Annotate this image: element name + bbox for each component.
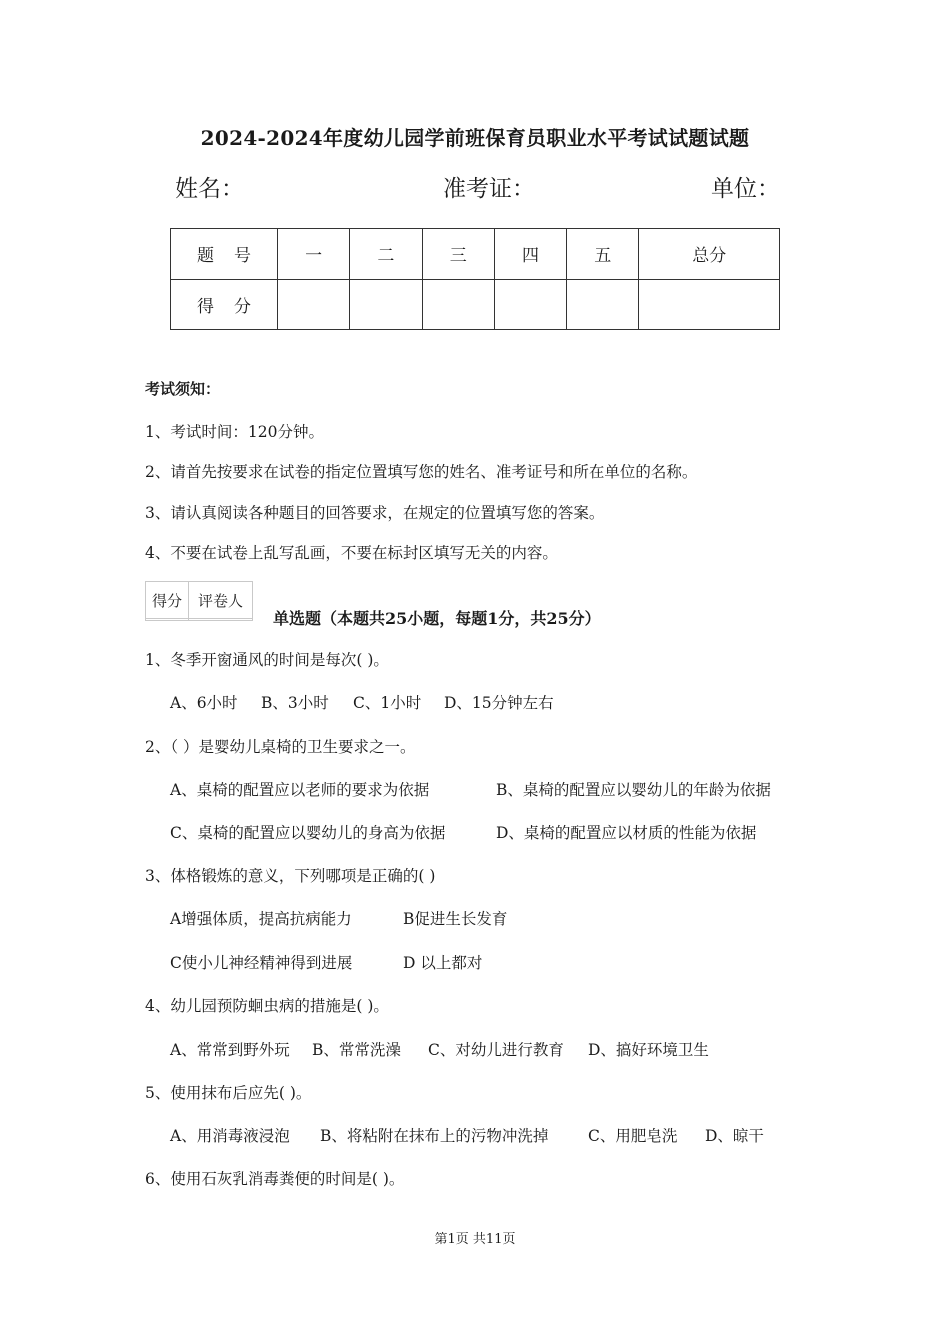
question-option: B、3小时 xyxy=(261,694,329,712)
question-option: A、用消毒液浸泡 xyxy=(170,1127,290,1145)
question-stem: 2、（ ）是婴幼儿桌椅的卫生要求之一。 xyxy=(145,738,416,756)
question-option: D、15分钟左右 xyxy=(444,694,554,712)
score-table-cell: 四 xyxy=(494,229,566,280)
question-stem: 4、幼儿园预防蛔虫病的措施是( )。 xyxy=(145,997,389,1015)
name-label: 姓名： xyxy=(175,176,244,202)
grader-score-label: 得分 xyxy=(146,582,189,619)
question-option: A、桌椅的配置应以老师的要求为依据 xyxy=(170,781,430,799)
score-table-cell: 五 xyxy=(567,229,639,280)
grader-box xyxy=(145,581,253,621)
score-table-cell: 总分 xyxy=(639,229,780,280)
question-option: A增强体质，提高抗病能力 xyxy=(170,910,352,928)
question-option: D、搞好环境卫生 xyxy=(588,1041,709,1059)
candidate-info-row xyxy=(175,170,780,202)
question-option: B促进生长发育 xyxy=(403,910,508,928)
score-input-cell[interactable] xyxy=(350,279,422,330)
exam-number-label: 准考证： xyxy=(443,176,535,202)
score-input-cell[interactable] xyxy=(422,279,494,330)
score-table-cell: 题号 xyxy=(171,229,278,280)
question-option: C、1小时 xyxy=(353,694,422,712)
question-stem: 3、体格锻炼的意义，下列哪项是正确的( ) xyxy=(145,867,436,885)
score-table-cell: 三 xyxy=(422,229,494,280)
score-table xyxy=(170,228,780,330)
question-option: D、桌椅的配置应以材质的性能为依据 xyxy=(496,824,757,842)
question-option: D 以上都对 xyxy=(403,954,483,972)
question-option: C使小儿神经精神得到进展 xyxy=(170,954,353,972)
question-option: A、6小时 xyxy=(170,694,238,712)
score-input-cell[interactable] xyxy=(278,279,350,330)
exam-title: 2024-2024年度幼儿园学前班保育员职业水平考试试题试题 xyxy=(200,126,750,150)
score-input-cell[interactable] xyxy=(567,279,639,330)
grader-reviewer-label: 评卷人 xyxy=(189,582,253,619)
question-stem: 6、使用石灰乳消毒粪便的时间是( )。 xyxy=(145,1170,405,1188)
section-heading: 单选题（本题共25小题，每题1分，共25分） xyxy=(273,609,601,628)
score-input-cell[interactable] xyxy=(639,279,780,330)
question-option: B、常常洗澡 xyxy=(312,1041,401,1059)
question-stem: 1、冬季开窗通风的时间是每次( )。 xyxy=(145,651,389,669)
notice-item: 2、请首先按要求在试卷的指定位置填写您的姓名、准考证号和所在单位的名称。 xyxy=(145,463,698,481)
notice-item: 4、不要在试卷上乱写乱画，不要在标封区填写无关的内容。 xyxy=(145,544,558,562)
score-table-cell: 一 xyxy=(278,229,350,280)
question-option: C、对幼儿进行教育 xyxy=(428,1041,564,1059)
unit-label: 单位： xyxy=(711,176,780,202)
page-footer: 第1页 共11页 xyxy=(434,1232,516,1247)
question-option: C、用肥皂洗 xyxy=(588,1127,678,1145)
question-option: A、常常到野外玩 xyxy=(170,1041,290,1059)
question-option: C、桌椅的配置应以婴幼儿的身高为依据 xyxy=(170,824,446,842)
score-table-score-row xyxy=(171,279,780,330)
score-input-cell[interactable] xyxy=(494,279,566,330)
question-option: D、晾干 xyxy=(705,1127,764,1145)
score-table-cell: 二 xyxy=(350,229,422,280)
score-table-header-row xyxy=(171,229,780,280)
question-stem: 5、使用抹布后应先( )。 xyxy=(145,1084,312,1102)
grader-reviewer-cell[interactable] xyxy=(189,619,253,621)
grader-score-cell[interactable] xyxy=(146,619,189,621)
question-option: B、将粘附在抹布上的污物冲洗掉 xyxy=(320,1127,549,1145)
score-table-cell: 得分 xyxy=(171,279,278,330)
notice-item: 3、请认真阅读各种题目的回答要求，在规定的位置填写您的答案。 xyxy=(145,504,605,522)
notice-item: 1、考试时间：120分钟。 xyxy=(145,423,324,441)
notice-heading: 考试须知： xyxy=(145,380,221,398)
question-option: B、桌椅的配置应以婴幼儿的年龄为依据 xyxy=(496,781,771,799)
